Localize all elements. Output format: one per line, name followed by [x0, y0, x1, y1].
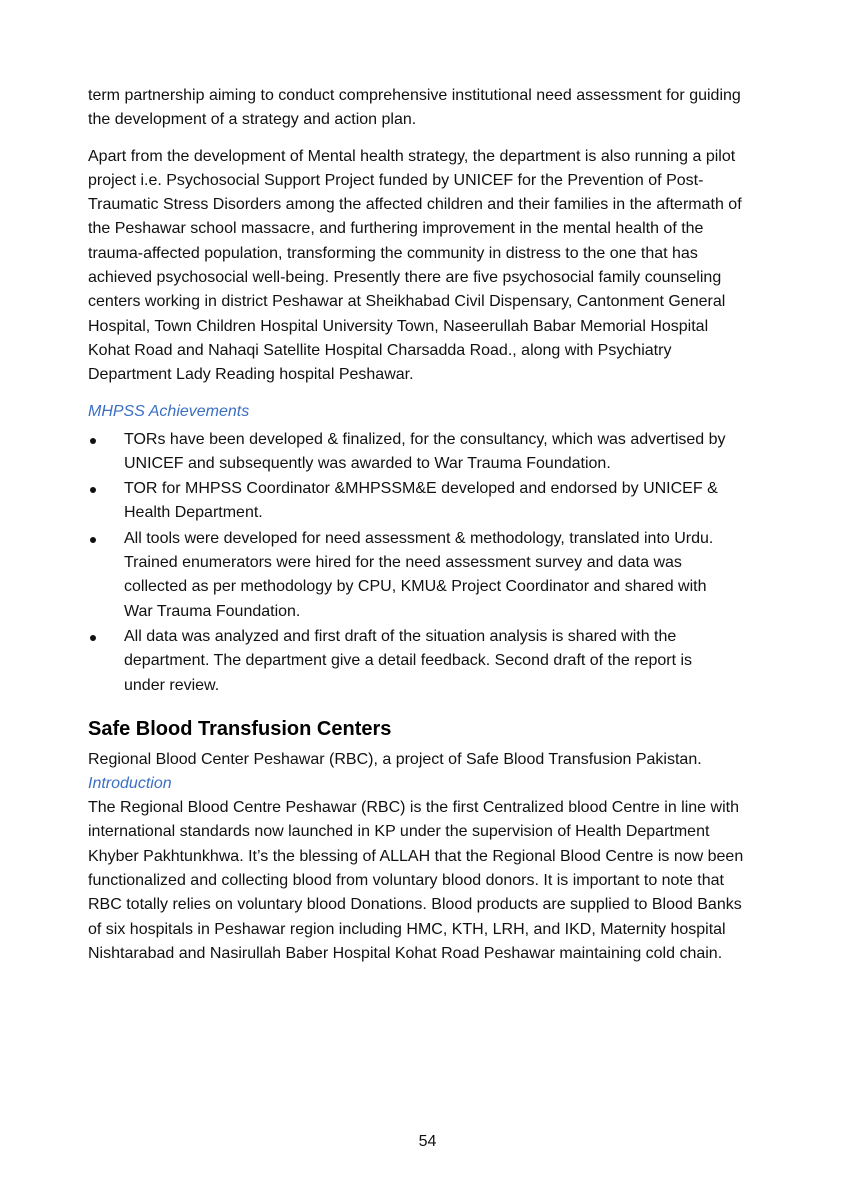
text-line: trauma-affected population, transforming the community in distress to the one that has — [88, 244, 698, 262]
mhpss-paragraph — [88, 145, 768, 388]
text-line: term partnership aiming to conduct comprehensive institutional need assessment for guiding — [88, 87, 741, 104]
section-subtitle: Regional Blood Center Peshawar (RBC), a project of Safe Blood Transfusion Pakistan. — [88, 750, 702, 768]
text-line: RBC totally relies on voluntary blood Donations. Blood products are supplied to Blood Banks — [88, 896, 742, 914]
intro-paragraph — [88, 84, 768, 133]
list-item — [88, 527, 768, 624]
text-line: achieved psychosocial well-being. Presently there are five psychosocial family counseling — [88, 269, 722, 287]
introduction-heading: Introduction — [88, 775, 172, 793]
text-line: of six hospitals in Peshawar region including HMC, KTH, LRH, and IKD, Maternity hospital — [88, 920, 726, 938]
text-line: centers working in district Peshawar at Sheikhabad Civil Dispensary, Cantonment General — [88, 293, 726, 311]
text-line: Hospital, Town Children Hospital University Town, Naseerullah Babar Memorial Hospital — [88, 317, 709, 335]
section-title: Safe Blood Transfusion Centers — [88, 717, 392, 740]
text-line: Trained enumerators were hired for the need assessment survey and data was — [124, 554, 682, 572]
text-line: All tools were developed for need assessment & methodology, translated into Urdu. — [124, 529, 714, 547]
achievements-heading: MHPSS Achievements — [88, 402, 250, 420]
text-line: the development of a strategy and action plan. — [88, 111, 417, 129]
text-line: under review. — [124, 676, 220, 694]
text-line: Kohat Road and Nahaqi Satellite Hospital Charsadda Road., along with Psychiatry — [88, 341, 672, 359]
list-item — [88, 625, 768, 698]
text-line: international standards now launched in KP under the supervision of Health Department — [88, 823, 710, 841]
text-line: functionalized and collecting blood from voluntary blood donors. It is important to note that — [88, 872, 724, 890]
list-item — [88, 428, 768, 477]
text-line: Apart from the development of Mental health strategy, the department is also running a pilot — [88, 147, 736, 165]
list-item — [88, 477, 768, 526]
blood-paragraph — [88, 796, 768, 966]
text-line: Traumatic Stress Disorders among the affected children and their families in the aftermath of — [88, 196, 742, 214]
text-line: UNICEF and subsequently was awarded to War Trauma Foundation. — [124, 454, 611, 472]
text-line: War Trauma Foundation. — [124, 602, 301, 620]
page-number: 54 — [418, 1133, 437, 1150]
text-line: collected as per methodology by CPU, KMU& Project Coordinator and shared with — [124, 578, 707, 596]
document-page — [88, 84, 768, 978]
text-line: Nishtarabad and Nasirullah Baber Hospital Kohat Road Peshawar maintaining cold chain. — [88, 944, 723, 962]
text-line: the Peshawar school massacre, and furthering improvement in the mental health of the — [88, 220, 704, 238]
text-line: All data was analyzed and first draft of the situation analysis is shared with the — [124, 627, 677, 645]
text-line: project i.e. Psychosocial Support Project funded by UNICEF for the Prevention of Post- — [88, 171, 704, 189]
text-line: The Regional Blood Centre Peshawar (RBC) is the first Centralized blood Centre in line with — [88, 799, 739, 817]
text-line: TOR for MHPSS Coordinator &MHPSSM&E developed and endorsed by UNICEF & — [124, 480, 718, 498]
achievements-list — [88, 428, 768, 698]
text-line: Department Lady Reading hospital Peshawar. — [88, 366, 414, 384]
text-line: Khyber Pakhtunkhwa. It’s the blessing of ALLAH that the Regional Blood Centre is now been — [88, 847, 744, 865]
text-line: department. The department give a detail feedback. Second draft of the report is — [124, 652, 693, 670]
text-line: TORs have been developed & finalized, for the consultancy, which was advertised by — [124, 430, 726, 448]
text-line: Health Department. — [124, 504, 263, 522]
